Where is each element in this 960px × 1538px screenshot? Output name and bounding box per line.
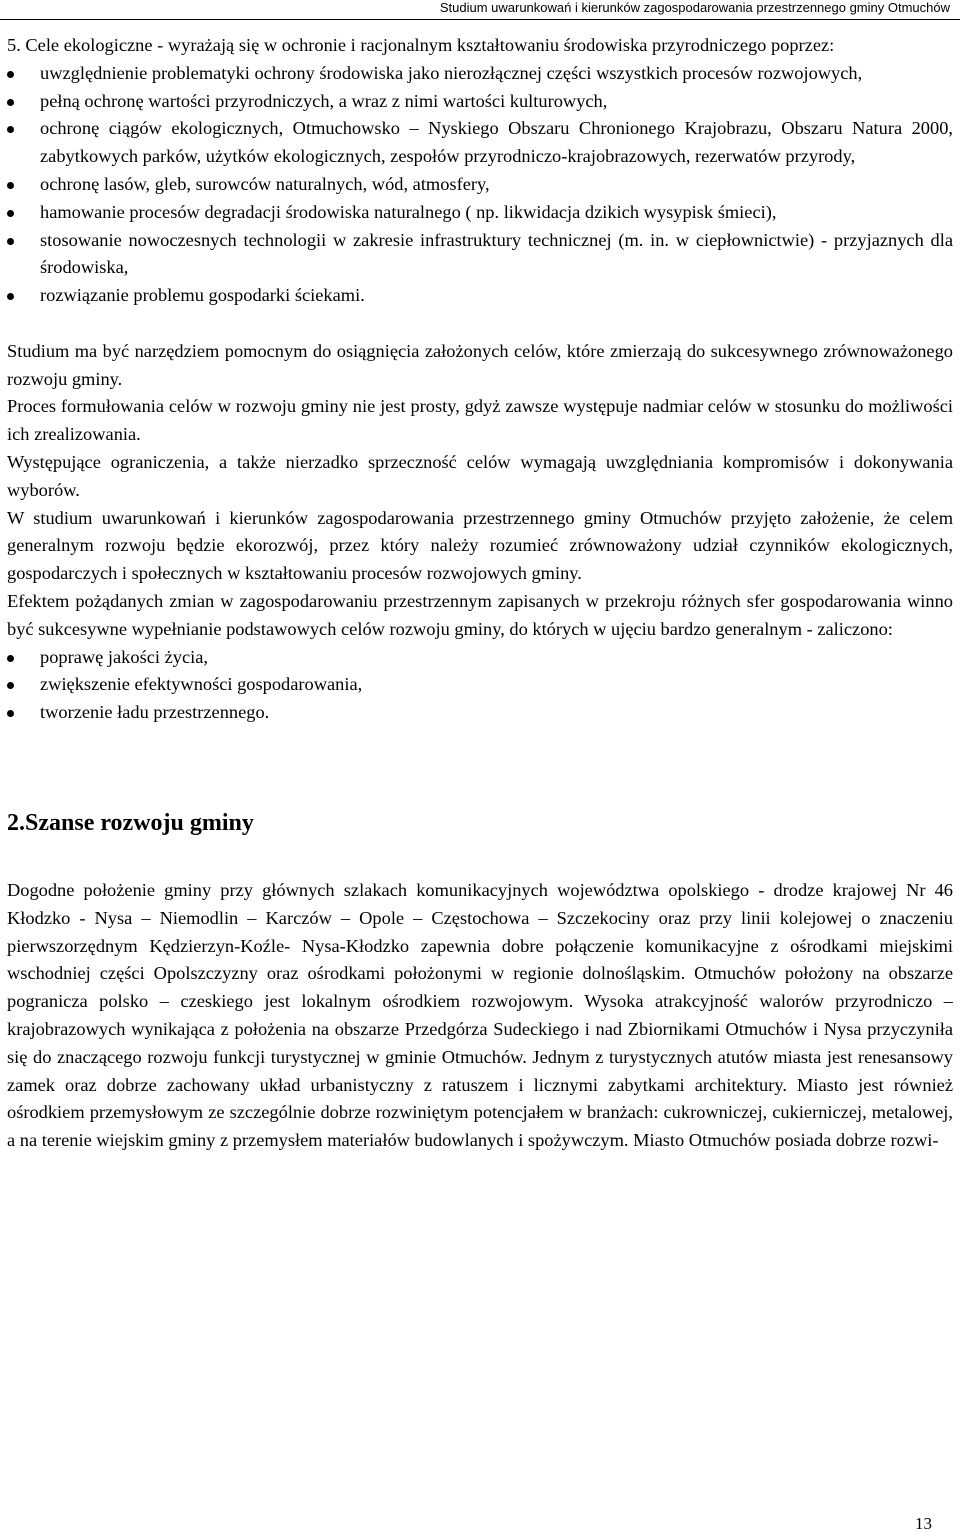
list-item-text: ochronę ciągów ekologicznych, Otmuchowsko – Nyskiego Obszaru Chronionego Krajobrazu, Obszaru Natura 2000, zabytkowych parków, użytków ekologicznych, zespołów przyrodniczo-krajobrazowych, rezerwatów przyrody, xyxy=(40,118,953,167)
header-divider xyxy=(0,19,960,20)
list-item xyxy=(7,199,953,227)
running-header: Studium uwarunkowań i kierunków zagospodarowania przestrzennego gminy Otmuchów xyxy=(439,0,950,15)
list-item xyxy=(7,60,953,88)
paragraph: Studium ma być narzędziem pomocnym do osiągnięcia założonych celów, które zmierzają do sukcesywnego zrównoważonego rozwoju gminy. xyxy=(7,340,953,389)
list-item xyxy=(7,282,953,310)
list-item xyxy=(7,88,953,116)
bullet-icon xyxy=(7,682,14,689)
bullet-icon xyxy=(7,238,14,245)
list-item xyxy=(7,115,953,171)
basic-goals-list xyxy=(7,644,953,727)
paragraph: W studium uwarunkowań i kierunków zagospodarowania przestrzennego gminy Otmuchów przyjęto założenie, że celem generalnym rozwoju będzie ekorozwój, przez który należy rozumieć zrównoważony udział czynników ekologicznych, gospodarczych i społecznych w kształtowaniu procesów rozwojowych gminy. xyxy=(7,507,953,584)
paragraph: Proces formułowania celów w rozwoju gminy nie jest prosty, gdyż zawsze występuje nadmiar celów w stosunku do możliwości ich zrealizowania. xyxy=(7,396,953,445)
section-body: Dogodne położenie gminy przy głównych szlakach komunikacyjnych województwa opolskiego - drodze krajowej Nr 46 Kłodzko - Nysa – Niemodlin – Karczów – Opole – Częstochowa – Szczekociny oraz przy linii kolejowej o znaczeniu pierwszorzędnym Kędzierzyn-Koźle- Nysa-Kłodzko zapewnia dobre połączenie komunikacyjne z ośrodkami miejskimi wschodniej części Opolszczyzny oraz ośrodkami położonymi w regionie dolnośląskim. Otmuchów położony na obszarze pogranicza polsko – czeskiego jest lokalnym ośrodkiem rozwojowym. Wysoka atrakcyjność walorów przyrodniczo – krajobrazowych wynikająca z położenia na obszarze Przedgórza Sudeckiego i nad Zbiornikami Otmuchów i Nysa przyczyniła się do znaczącego rozwoju funkcji turystycznej w gminie Otmuchów. Jednym z turystycznych atutów miasta jest renesansowy zamek oraz dobrze zachowany układ urbanistyczny z ratuszem i licznymi zabytkami architektury. Miasto jest również ośrodkiem przemysłowym ze szczególnie dobrze rozwiniętym potencjałem w branżach: cukrowniczej, cukierniczej, metalowej, a na terenie wiejskim gminy z przemysłem materiałów budowlanych i spożywczym. Miasto Otmuchów posiada dobrze rozwi- xyxy=(7,879,953,1151)
list-item-text: hamowanie procesów degradacji środowiska naturalnego ( np. likwidacja dzikich wysypisk śmieci), xyxy=(40,201,777,222)
bullet-icon xyxy=(7,655,14,662)
bullet-icon xyxy=(7,71,14,78)
goals-intro: 5. Cele ekologiczne - wyrażają się w ochronie i racjonalnym kształtowaniu środowiska przyrodniczego poprzez: xyxy=(7,35,835,55)
list-item xyxy=(7,227,953,283)
bullet-icon xyxy=(7,710,14,717)
section-title: 2.Szanse rozwoju gminy xyxy=(7,809,254,836)
bullet-icon xyxy=(7,99,14,106)
list-item-text: tworzenie ładu przestrzennego. xyxy=(40,702,270,723)
list-item-text: pełną ochronę wartości przyrodniczych, a wraz z nimi wartości kulturowych, xyxy=(40,90,608,111)
list-item xyxy=(7,699,953,727)
list-item-text: rozwiązanie problemu gospodarki ściekami. xyxy=(40,285,365,306)
list-item-text: stosowanie nowoczesnych technologii w zakresie infrastruktury technicznej (m. in. w ciepłownictwie) - przyjaznych dla środowiska, xyxy=(40,229,953,278)
list-item-text: uwzględnienie problematyki ochrony środowiska jako nierozłącznej części wszystkich procesów rozwojowych, xyxy=(40,62,863,83)
list-item-text: zwiększenie efektywności gospodarowania, xyxy=(40,674,363,695)
page-content xyxy=(7,32,953,1155)
bullet-icon xyxy=(7,293,14,300)
list-item-text: ochronę lasów, gleb, surowców naturalnych, wód, atmosfery, xyxy=(40,173,490,194)
list-item xyxy=(7,644,953,672)
bullet-icon xyxy=(7,210,14,217)
list-item-text: poprawę jakości życia, xyxy=(40,646,208,667)
bullet-icon xyxy=(7,126,14,133)
list-item xyxy=(7,671,953,699)
bullet-icon xyxy=(7,182,14,189)
list-item xyxy=(7,171,953,199)
paragraph: Efektem pożądanych zmian w zagospodarowaniu przestrzennym zapisanych w przekroju różnych sfer gospodarowania winno być sukcesywne wypełnianie podstawowych celów rozwoju gminy, do których w ujęciu bardzo generalnym - zaliczono: xyxy=(7,590,953,639)
goals-list xyxy=(7,60,953,310)
page-number: 13 xyxy=(915,1514,932,1533)
paragraph: Występujące ograniczenia, a także nierzadko sprzeczność celów wymagają uwzględniania kompromisów i dokonywania wyborów. xyxy=(7,451,953,500)
